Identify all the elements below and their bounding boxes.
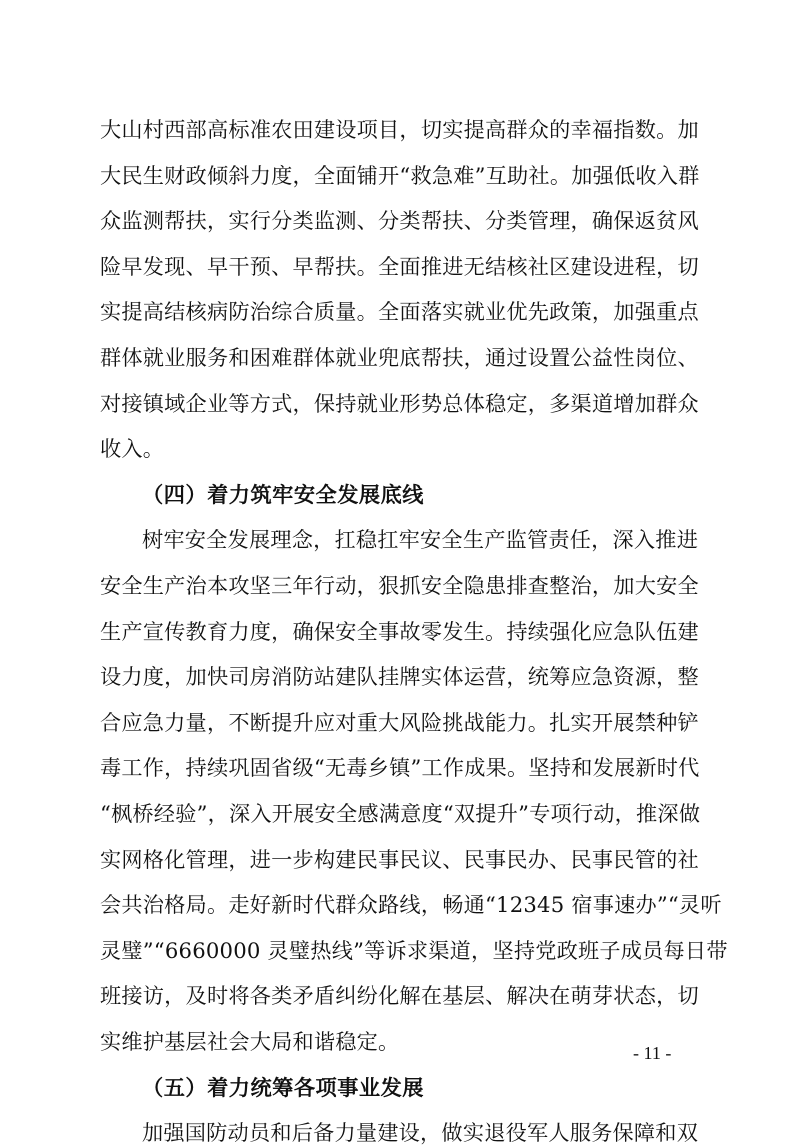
paragraph-line: 收入。 <box>100 436 165 461</box>
paragraph-line: 班接访，及时将各类矛盾纠纷化解在基层、解决在萌芽状态，切 <box>100 983 699 1008</box>
paragraph-line: 大山村西部高标准农田建设项目，切实提高群众的幸福指数。加 <box>100 117 699 142</box>
paragraph-line: 实维护基层社会大局和谐稳定。 <box>100 1029 400 1054</box>
section-heading: （五）着力统筹各项事业发展 <box>142 1075 424 1100</box>
paragraph-line: 合应急力量，不断提升应对重大风险挑战能力。扎实开展禁种铲 <box>100 710 699 735</box>
paragraph-line: 实提高结核病防治综合质量。全面落实就业优先政策，加强重点 <box>100 299 699 324</box>
paragraph-line: 众监测帮扶，实行分类监测、分类帮扶、分类管理，确保返贫风 <box>100 208 699 233</box>
paragraph-line: 实网格化管理，进一步构建民事民议、民事民办、民事民管的社 <box>100 847 699 872</box>
paragraph-line: 毒工作，持续巩固省级“无毒乡镇”工作成果。坚持和发展新时代 <box>100 755 700 780</box>
paragraph-line: 大民生财政倾斜力度，全面铺开“救急难”互助社。加强低收入群 <box>100 163 700 188</box>
paragraph-line: 灵璧”“6660000 灵璧热线”等诉求渠道，坚持党政班子成员每日带 <box>100 938 728 963</box>
paragraph-line: 树牢安全发展理念，扛稳扛牢安全生产监管责任，深入推进 <box>142 527 699 552</box>
paragraph-line: 险早发现、早干预、早帮扶。全面推进无结核社区建设进程，切 <box>100 254 699 279</box>
paragraph-line: “枫桥经验”，深入开展安全感满意度“双提升”专项行动，推深做 <box>100 801 701 826</box>
paragraph-line: 群体就业服务和困难群体就业兜底帮扶，通过设置公益性岗位、 <box>100 345 699 370</box>
paragraph-line: 对接镇域企业等方式，保持就业形势总体稳定，多渠道增加群众 <box>100 391 699 416</box>
paragraph-line: 生产宣传教育力度，确保安全事故零发生。持续强化应急队伍建 <box>100 619 699 644</box>
paragraph-line: 安全生产治本攻坚三年行动，狠抓安全隐患排查整治，加大安全 <box>100 573 699 598</box>
paragraph-line: 加强国防动员和后备力量建设，做实退役军人服务保障和双 <box>142 1120 699 1145</box>
paragraph-line: 设力度，加快司房消防站建队挂牌实体运营，统筹应急资源，整 <box>100 664 699 689</box>
paragraph-line: 会共治格局。走好新时代群众路线，畅通“12345 宿事速办”“灵听 <box>100 892 722 917</box>
section-heading: （四）着力筑牢安全发展底线 <box>142 482 424 507</box>
page-number: - 11 - <box>633 1043 672 1063</box>
